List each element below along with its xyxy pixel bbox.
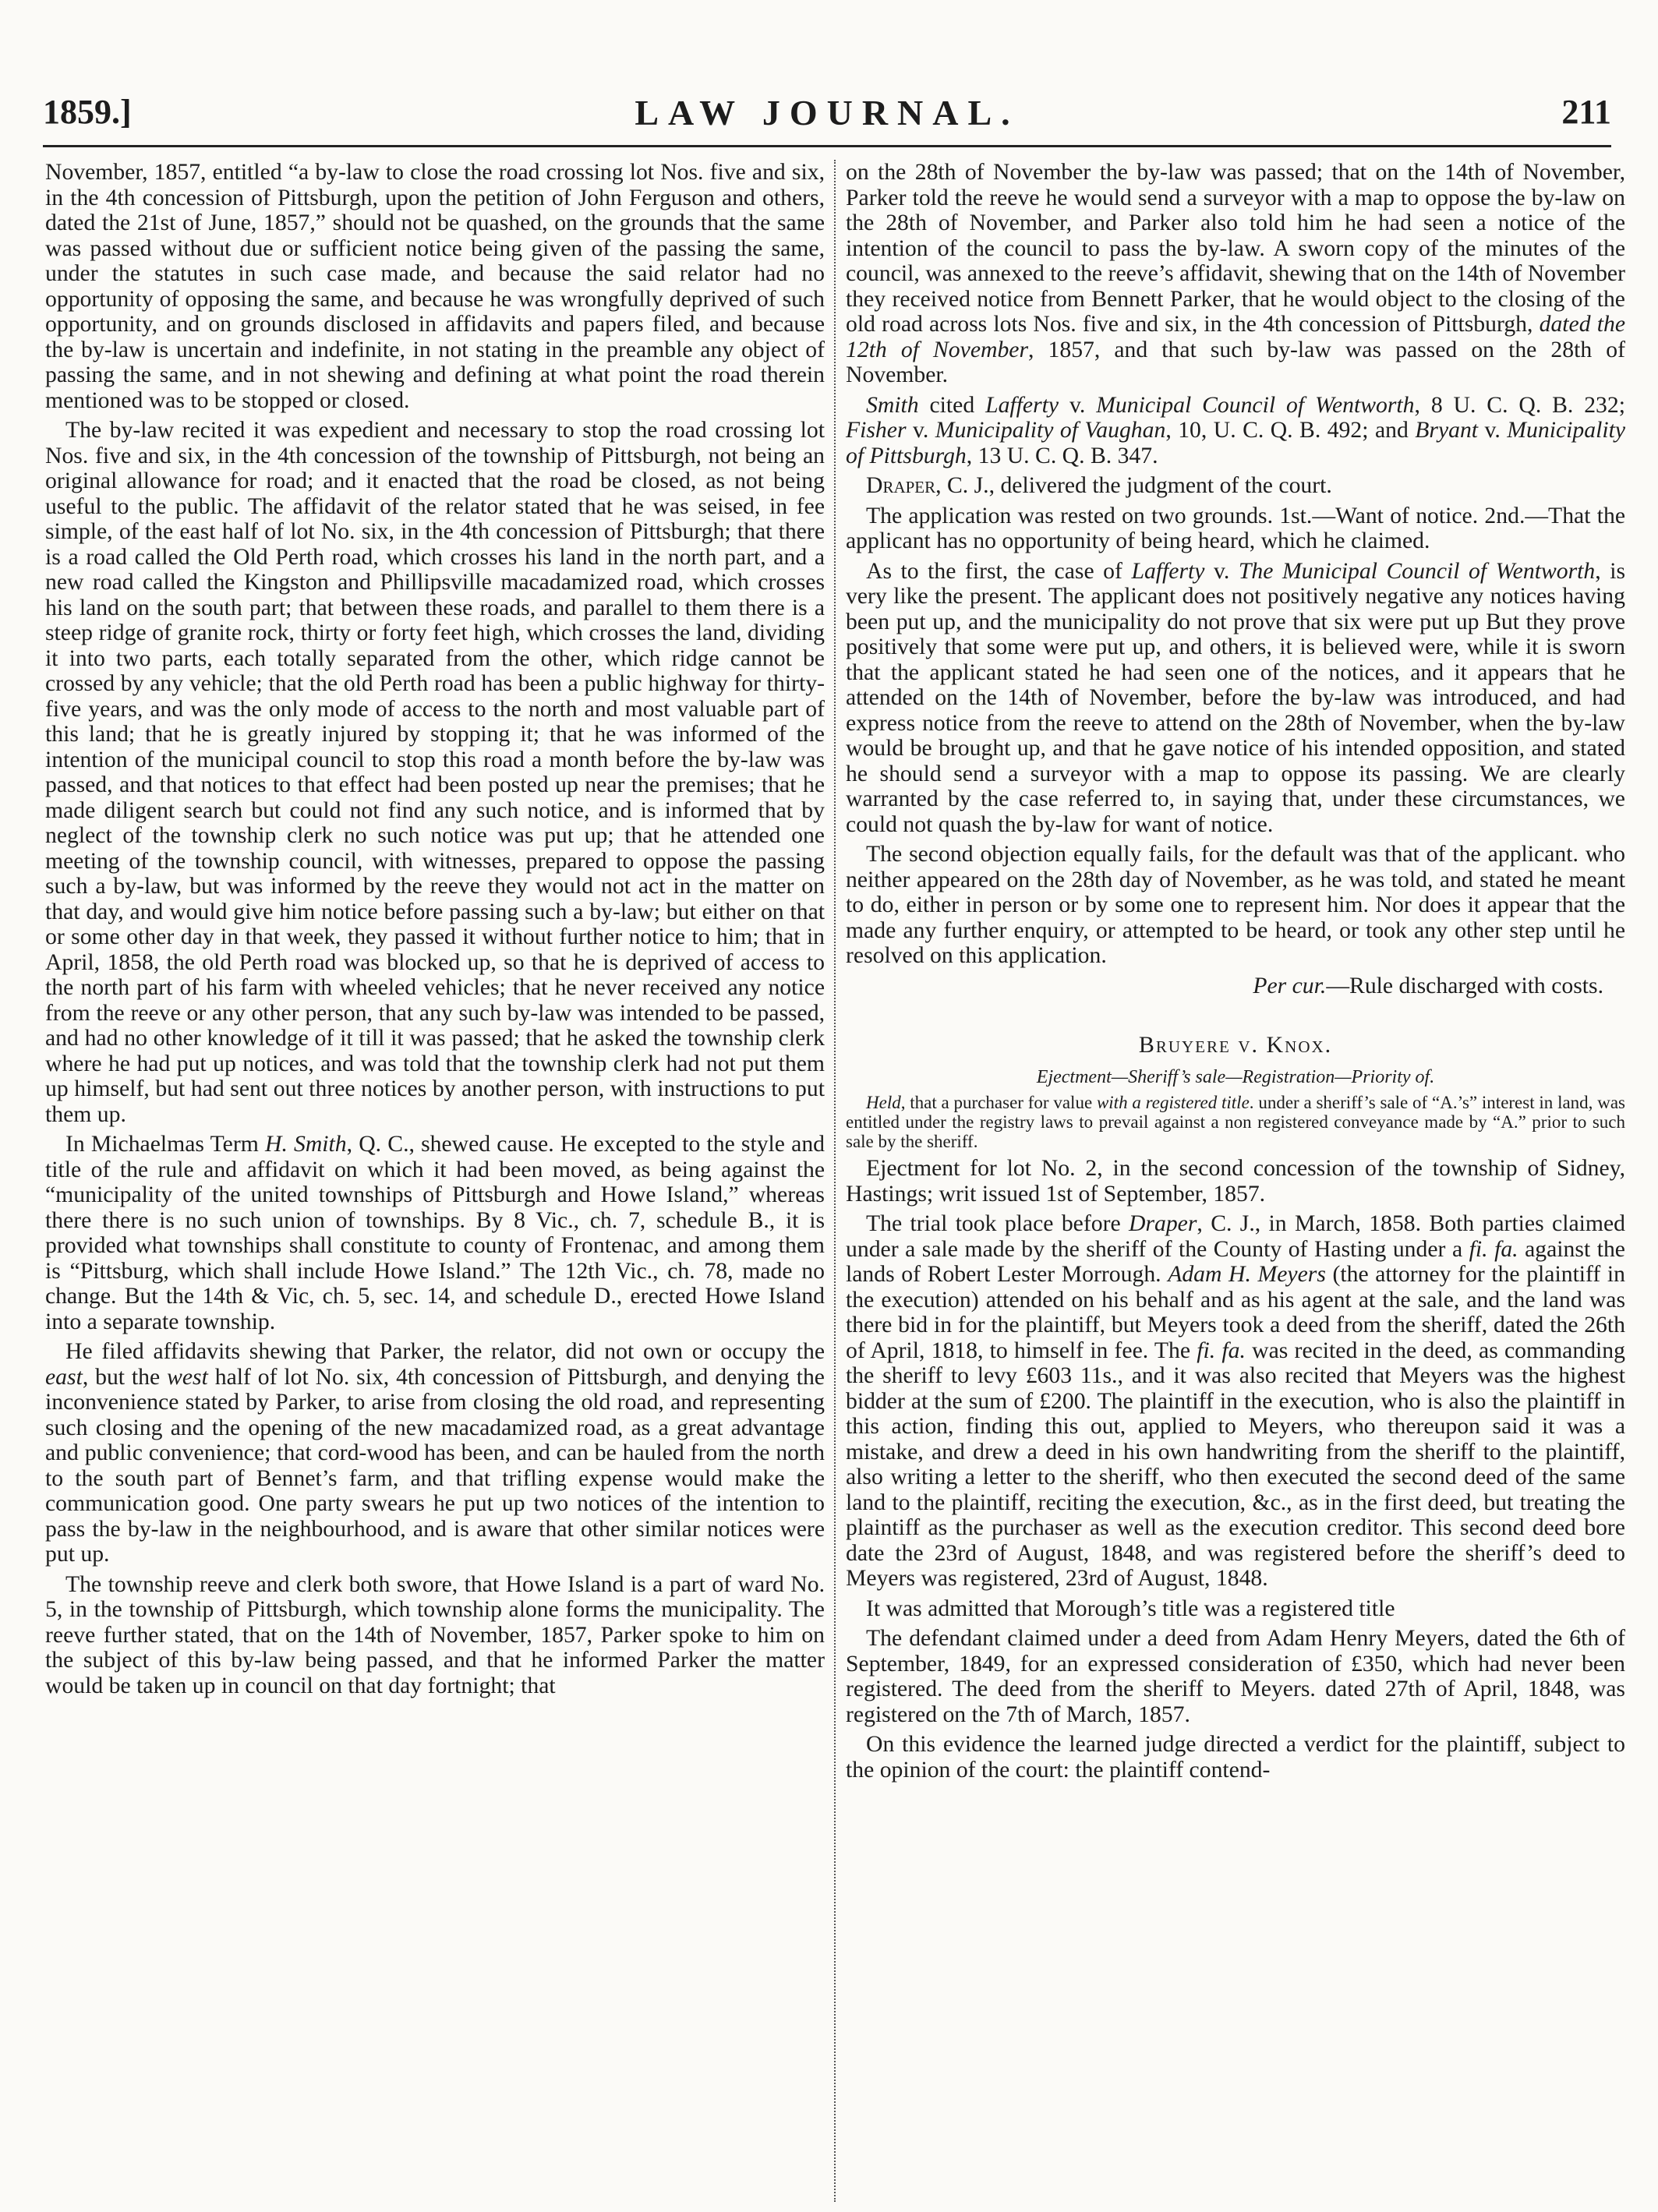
person-name: Adam H. Meyers — [1168, 1262, 1326, 1287]
paragraph: Ejectment for lot No. 2, in the second concession of the township of Sidney, Hastings; writ issued 1st of September, 1857. — [846, 1156, 1625, 1207]
text-run: —Rule discharged with costs. — [1326, 973, 1603, 998]
paragraph: The defendant claimed under a deed from Adam Henry Meyers, dated the 6th of September, 1849, for an expressed consideration of £350, which had never been registered. The deed from the sheriff to Meyers. dated 27th of April, 1848, was registered on the 7th of March, 1857. — [846, 1626, 1625, 1727]
text-run: . under a sheriff’s sale of “A.’s” interest in land, was entitled under the registry laws to prevail against a non registered conveyance made by “A.” prior to such sale by the sheriff. — [846, 1093, 1625, 1151]
text-run: In Michaelmas Term — [65, 1132, 265, 1157]
emphasis: fi. fa. — [1197, 1337, 1246, 1363]
text-run: v. — [1059, 392, 1097, 418]
text-run: , 1857, and that such by-law was passed on the 28th of November. — [846, 337, 1625, 387]
text-run: against the lands of Robert Lester Morrough. — [846, 1236, 1625, 1287]
text-run: As to the first, the case of — [866, 558, 1132, 584]
text-run: cited — [918, 392, 986, 418]
citations-paragraph — [846, 393, 1625, 469]
ruling — [846, 973, 1625, 999]
text-run: , but the — [82, 1364, 168, 1390]
case-name: Municipality of Vaughan — [935, 418, 1166, 443]
header-year: 1859.] — [43, 93, 132, 131]
judge-name: Draper — [866, 473, 936, 498]
paragraph — [846, 160, 1625, 388]
judgment-intro — [846, 473, 1625, 499]
journal-title: LAW JOURNAL. — [635, 93, 1020, 133]
text-run: on the 28th of November the by-law was passed; that on the 14th of November, Parker told the reeve he would send a surveyor with a map to oppose the by-law on the 28th of November, and Parker also told him he had seen a notice of the intention of the council to pass the by-law. A sworn copy of the minutes of the council, was annexed to the reeve’s affidavit, shewing that on the 14th of November they received notice from Bennett Parker, that he would object to the closing of the old road across lots Nos. five and six, in the 4th concession of Pittsburgh, — [846, 160, 1625, 337]
case-name: Municipality of Pittsburgh — [846, 418, 1625, 468]
paragraph: The by-law recited it was expedient and necessary to stop the road crossing lot Nos. five and six, in the 4th concession of the township of Pittsburgh, not being an original allowance for road; and it enacted that the road be closed, as not being useful to the public. The affidavit of the relator stated that he was seised, in fee simple, of the east half of lot No. six, in the 4th concession of Pittsburgh; that there is a road called the Old Perth road, which crosses his land in the north part, and a new road called the Kingston and Phillipsville macadamized road, which crosses his land on the south part; that between these roads, and parallel to them there is a steep ridge of granite rock, thirty or forty feet high, which crosses the land, dividing it into two parts, each totally separated from the other, which ridge cannot be crossed by any vehicle; that the old Perth road has been a public highway for thirty-five years, and was the only mode of access to the north and most valuable part of this land; that he is greatly injured by stopping it; that he was informed of the intention of the municipal council to stop this road a month before the by-law was passed, and that notices to that effect had been posted up near the premises; that he made diligent search but could not find any such notice, and is informed that by neglect of the township clerk no such notice was put up; that he attended one meeting of the township council, with witnesses, prepared to oppose the passing such a by-law, but was informed by the reeve they would not act in the matter on that day, and would give him notice before passing such a by-law; but either on that or some other day in that week, they passed it without further notice to him; that in April, 1858, the old Perth road was blocked up, so that he is deprived of access to the north part of his farm with wheeled vehicles; that he never received any notice from the reeve or any other person, that any such by-law was intended to be passed, and had no other knowledge of it till it was passed; that he asked the township clerk where he had put up notices, and was told that the township clerk had not put them up himself, but had sent out three notices by another person, with instructions to put them up. — [45, 418, 825, 1127]
column-divider — [834, 160, 836, 2202]
paragraph — [45, 1132, 825, 1334]
paragraph — [846, 1211, 1625, 1592]
emphasis: dated the 12th of November — [846, 312, 1625, 362]
text-run: (the attorney for the plaintiff in the execution) attended on his behalf and as his agent at the sale, and the land was there bid in for the plaintiff, but Meyers took a deed from the sheriff, dated the 26th of April, 1818, to himself in fee. The — [846, 1262, 1625, 1363]
text-run: half of lot No. six, 4th concession of Pittsburgh, and denying the inconvenience stated by Parker, to arise from closing the old road, and representing such closing and the opening of the new macadamized road, as a great advantage and public convenience; that cord-wood has been, and can be hauled from the north to the south part of Bennet’s farm, and that trifling expense would make the communication good. One party swears he put up two notices of the intention to pass the by-law in the neighbourhood, and is aware that other similar notices were put up. — [45, 1364, 825, 1567]
paragraph: The township reeve and clerk both swore, that Howe Island is a part of ward No. 5, in the township of Pittsburgh, which township alone forms the municipality. The reeve further stated, that on the 14th of November, 1857, Parker spoke to him on the subject of this by-law being passed, and that he informed Parker the matter would be taken up in council on that day fortnight; that — [45, 1571, 825, 1698]
text-run: v. — [1478, 418, 1508, 443]
paragraph: November, 1857, entitled “a by-law to close the road crossing lot Nos. five and six, in the 4th concession of Pittsburgh, upon the petition of John Ferguson and others, dated the 21st of June, 1857,” should not be quashed, on the grounds that the same was passed without due or sufficient notice being given of the passing the same, under the statutes in such case made, and because the said relator had no opportunity of opposing the same, and because he was wrongfully deprived of such opportunity, and on grounds disclosed in affidavits and papers filed, and because the by-law is uncertain and indefinite, in not stating in the preamble any object of passing the same, and in not shewing and defining at what point the road therein mentioned was to be stopped or closed. — [45, 160, 825, 413]
text-run: , that a purchaser for value — [900, 1093, 1097, 1112]
right-column — [846, 160, 1625, 1783]
page-number: 211 — [1561, 93, 1611, 131]
held-label: Held — [866, 1093, 901, 1112]
per-cur-label: Per cur. — [1253, 973, 1327, 998]
case-name: The Municipal Council of Wentworth — [1238, 558, 1596, 584]
paragraph: The second objection equally fails, for the default was that of the applicant. who neither appeared on the 28th day of November, as he was told, and stated he meant to do, either in person or by some one to represent him. Nor does it appear that the made any further enquiry, or attempted to be heard, or took any other step until he resolved on this application. — [846, 842, 1625, 968]
text-run: was recited in the deed, as commanding the sheriff to levy £603 11s., and it was also recited that Meyers was the highest bidder at the sum of £200. The plaintiff in the execution, who is also the plaintiff in this action, finding this out, applied to Meyers, who thereupon said it was a mistake, and drew a deed in his own handwriting from the sheriff to the plaintiff, also writing a letter to the sheriff, who then executed the second deed of the same land to the plaintiff, reciting the execution, &c., as in the first deed, but treating the plaintiff as the purchaser as well as the execution creditor. This second deed bore date the 23rd of August, 1848, and was registered before the sheriff’s deed to Meyers was registered, 23rd of August, 1848. — [846, 1337, 1625, 1591]
case-name: Lafferty — [985, 392, 1059, 418]
case-name: Fisher — [846, 418, 907, 443]
text-run: , C. J., in March, 1858. Both parties claimed under a sale made by the sheriff of the County of Hasting under a — [846, 1211, 1625, 1262]
paragraph — [846, 559, 1625, 838]
text-run: , Q. C., shewed cause. He excepted to the style and title of the rule and affidavit on which it had been moved, as being against the “municipality of the united townships of Pittsburgh and Howe Island,” whereas there there is no such union of townships. By 8 Vic., ch. 7, schedule B., it is provided what townships shall constitute to county of Frontenac, and among them is “Pittsburg, which shall include Howe Island.” The 12th Vic., ch. 78, made no change. But the 14th & Vic, ch. 5, sec. 14, and schedule D., erected Howe Island into a separate township. — [45, 1132, 825, 1334]
text-run: He filed affidavits shewing that Parker, the relator, did not own or occupy the — [65, 1339, 825, 1364]
text-run: , 13 U. C. Q. B. 347. — [966, 443, 1158, 468]
emphasis: fi. fa. — [1469, 1236, 1518, 1262]
paragraph: On this evidence the learned judge directed a verdict for the plaintiff, subject to the opinion of the court: the plaintiff contend- — [846, 1732, 1625, 1783]
text-run: v. — [1204, 558, 1239, 584]
counsel-name: H. Smith — [265, 1132, 347, 1157]
paragraph: It was admitted that Morough’s title was a registered title — [866, 1595, 1395, 1621]
text-run: v. — [906, 418, 935, 443]
emphasis: west — [167, 1364, 208, 1390]
case-name: Lafferty — [1131, 558, 1205, 584]
case-name: Bryant — [1415, 418, 1479, 443]
text-run: , 10, U. C. Q. B. 492; and — [1165, 418, 1416, 443]
emphasis: east — [45, 1364, 83, 1390]
header-rule — [43, 145, 1611, 147]
headnote: Ejectment—Sheriff’s sale—Registration—Priority of. — [1036, 1066, 1435, 1087]
case-name: Municipal Council of Wentworth — [1096, 392, 1415, 418]
left-column — [45, 160, 825, 1698]
text-run: , C. J., delivered the judgment of the court. — [935, 473, 1332, 498]
counsel-name: Smith — [866, 392, 919, 418]
judge-name: Draper — [1129, 1211, 1197, 1236]
page-header — [43, 92, 1611, 139]
case-title: Bruyere v. Knox. — [1138, 1032, 1333, 1058]
text-run: , 8 U. C. Q. B. 232; — [1414, 392, 1625, 418]
text-run: The trial took place before — [866, 1211, 1129, 1236]
paragraph — [45, 1339, 825, 1567]
emphasis: with a registered title — [1096, 1093, 1250, 1112]
held-note — [846, 1093, 1625, 1151]
paragraph: The application was rested on two grounds. 1st.—Want of notice. 2nd.—That the applicant has no opportunity of being heard, which he claimed. — [846, 503, 1625, 553]
text-run: , is very like the present. The applicant does not positively negative any notices having been put up, and the municipality do not prove that six were put up But they prove positively that some were put up, and others, it is believed were, while it is sworn that the applicant stated he had seen one of the notices, and it appears that he attended on the 14th of November, before the by-law was introduced, and had express notice from the reeve to attend on the 28th of November, when the by-law would be brought up, and that he gave notice of his intended opposition, and stated he should send a surveyor with a map to oppose its passing. We are clearly warranted by the case referred to, in saying that, under these circumstances, we could not quash the by-law for want of notice. — [846, 558, 1626, 837]
